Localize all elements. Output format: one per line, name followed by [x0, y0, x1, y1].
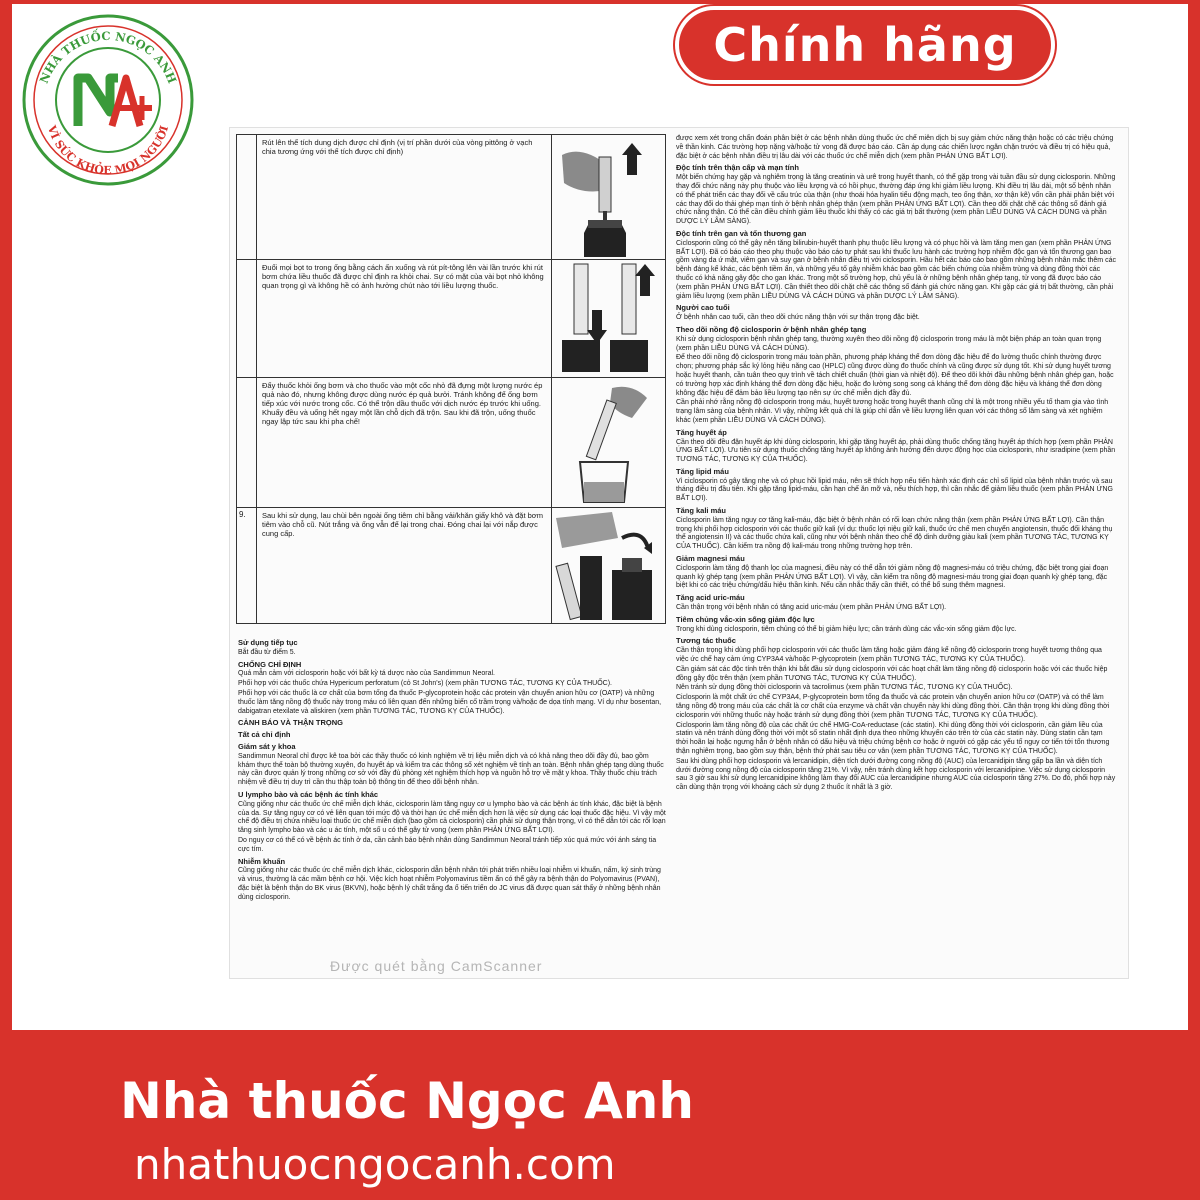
section-paragraph: Ciclosporin cũng có thể gây nên tăng bilirubin-huyết thanh phụ thuộc liều lượng và có phục hồi và làm tăng men gan (xem phần PHẢN ỨNG BẤT LỢI). Đã có báo cáo theo phụ thuộc vào báo cáo tự phát sau khi thuốc lưu hành các trường hợp nhiễm độc gan và tổn thương gan bao gồm vàng da ứ mật, viêm gan và suy gan ở bệnh nhân điều trị với ciclosporin. Hầu hết các báo cáo bao gồm những bệnh nhân mắc thêm các bệnh đáng kể khác, các bệnh tiềm ẩn, và những yếu tố gây nhiễm khác bao gồm các biến chứng của nhiễm trùng và dùng đồng thời các thuốc có khả năng gây độc cho gan khác. Trong một số trường hợp, chủ yếu là ở những bệnh nhân ghép tạng, tử vong đã được báo cáo (xem phần PHẢN ỨNG BẤT LỢI). Cần thiết theo dõi chặt chẽ các thông số đánh giá chức năng gan. Khi gặp các giá trị bất thường, cần phải giảm liều lượng (xem phần LIỀU DÙNG VÀ CÁCH DÙNG và phần DƯỢC LÝ LÂM SÀNG).	[676, 239, 1116, 300]
section-heading: Sử dụng tiếp tục	[238, 638, 298, 647]
scanner-watermark: Được quét bằng CamScanner	[330, 958, 543, 974]
section-paragraph: Vì ciclosporin có gây tăng nhẹ và có phục hồi lipid máu, nên sẽ thích hợp nếu tiến hành xác định các chỉ số lipid của bệnh nhân trước và sau tháng điều trị đầu tiên. Khi gặp tăng lipid-máu, cần hạn chế ăn mỡ và, nếu thích hợp, thì cần nhắc để giảm liều thuốc (xem phần PHẢN ỨNG BẤT LỢI).	[676, 477, 1113, 503]
section-paragraph: Bắt đầu từ điểm 5.	[238, 648, 296, 656]
section-paragraph: được xem xét trong chẩn đoán phân biệt ở các bệnh nhân dùng thuốc ức chế miễn dịch bị suy giảm chức năng thận hoặc có các triệu chứng về thần kinh. Các trường hợp nặng và/hoặc tử vong đã được báo cáo. Cần áp dụng các chiến lược ngăn chặn trước và điều trị có hiệu quả, đặc biệt ở các bệnh nhân điều trị lâu dài với các thuốc ức chế miễn dịch (xem phần PHẢN ỨNG BẤT LỢI).	[676, 135, 1114, 160]
section-paragraph: Cần thận trọng với bệnh nhân có tăng acid uric-máu (xem phần PHẢN ỨNG BẤT LỢI).	[676, 604, 947, 612]
section-paragraph: Ciclosporin làm tăng nguy cơ tăng kali-máu, đặc biệt ở bệnh nhân có rối loạn chức năng thận (xem phần PHẢN ỨNG BẤT LỢI). Cần thận trọng khi phối hợp ciclosporin với các thuốc giữ kali (ví dụ: thuốc lợi niệu giữ kali, thuốc ức chế men chuyển angiotensin, thuốc đối kháng thụ thể angiotensin II) và các thuốc chứa kali, cũng như với bệnh nhân theo chế độ dinh dưỡng giàu kali (xem phần TƯƠNG TÁC, TƯƠNG KỴ CỦA THUỐC). Cần kiểm tra nồng độ kali-máu trong những trường hợp trên.	[676, 516, 1113, 551]
step-number	[237, 135, 257, 259]
right-column	[676, 134, 1116, 964]
section-heading: Người cao tuổi	[676, 303, 730, 313]
footer-banner	[0, 1030, 1200, 1200]
section-heading: Tất cả chỉ định	[238, 730, 291, 740]
instruction-steps-table	[236, 134, 666, 624]
step-number	[237, 378, 257, 507]
frame-top	[0, 0, 1200, 4]
step-text: Đẩy thuốc khỏi ống bơm và cho thuốc vào một cốc nhỏ đã đựng một lượng nước ép quả nào đó, nhưng không được dùng nước ép quả bưởi. Tránh không để ống bơm tiếp xúc với nước trong cốc. Có thể trộn dầu thuốc với dịch nước ép trước khi uống. Khuấy đều và uống hết ngay một lần chỗ dịch đã trộn. Sau khi đã trộn, uống thuốc ngay lập tức sau khi pha chế!	[257, 378, 552, 507]
step-row	[237, 378, 665, 508]
section-paragraph: Trong khi dùng ciclosporin, tiêm chủng có thể bị giảm hiệu lực; cần tránh dùng các vắc-xin sống giảm độc lực.	[676, 625, 1017, 633]
right-body-text	[676, 135, 1116, 793]
step-row	[237, 135, 665, 260]
section-paragraph: Ciclosporin là một chất ức chế CYP3A4, P-glycoprotein bơm tống đa thuốc và các protein vận chuyển anion hữu cơ (OATP) và có thể làm tăng nồng độ trong máu của các chất là cơ chất của enzyme và chất vận chuyển này khi dùng đồng thời. Cần thận trọng khi dùng đồng thời ciclosporin với những thuốc này hoặc tránh sử dụng đồng thời (xem phần TƯƠNG TÁC, TƯƠNG KỴ CỦA THUỐC).	[676, 694, 1110, 719]
section-paragraph: Quá mẫn cảm với ciclosporin hoặc với bất kỳ tá dược nào của Sandimmun Neoral.	[238, 670, 495, 678]
section-paragraph: Sau khi dùng phối hợp ciclosporin và lercanidipin, diện tích dưới đường cong nồng độ (AUC) của lercanidipin tăng gấp ba lần và diện tích dưới đường cong nồng độ của ciclosporin tăng 21%. Vì vậy, nên tránh dùng kết hợp ciclosporin với lercanidipine. Việc sử dụng ciclosporin sau 3 giờ sau khi sử dụng lercanidipine không làm thay đổi AUC của lercanidipine nhưng AUC của ciclosporin tăng 27%. Do đó, phối hợp này cần dùng thận trọng với khoảng cách sử dụng 2 thuốc ít nhất là 3 giờ.	[676, 757, 1116, 792]
section-paragraph: Sandimmun Neoral chỉ được kê toa bởi các thầy thuốc có kinh nghiệm về trị liệu miễn dịch và có khả năng theo dõi đầy đủ, bao gồm khám thực thể toàn bộ thường xuyên, đo huyết áp và kiểm tra các thông số xét nghiệm về tính an toàn. Bệnh nhân ghép tạng dùng thuốc này cần được quản lý trong những cơ sở với đầy đủ phòng xét nghiệm thích hợp và nguồn hỗ trợ về mặt y khoa. Thầy thuốc chịu trách nhiệm về điều trị duy trì cần thu thập toàn bộ thông tin để theo dõi bệnh nhân.	[238, 752, 664, 787]
logo-emblem-icon	[20, 12, 196, 188]
step-text: Rút lên thể tích dung dịch được chỉ định (vị trí phần dưới của vòng pittông ở vạch chia tương ứng với thể tích được chỉ định)	[257, 135, 552, 259]
authentic-badge	[675, 6, 1055, 84]
syringe-bubbles-icon	[552, 260, 665, 378]
section-paragraph: Ciclosporin làm tăng nồng độ của các chất ức chế HMG-CoA-reductase (các statin). Khi dùng đồng thời với ciclosporin, cần giảm liều của statin và nên tránh dùng đồng thời với một số statin nhất định dựa theo những khuyến cáo trên tờ của các statin này. Dùng statin cần tạm thời hoãn lại hoặc ngưng hẳn ở bệnh nhân có dấu hiệu và triệu chứng bệnh cơ hoặc ở người có gặp các yếu tố nguy cơ tiến tới tổn thương thận nghiêm trọng, bao gồm suy thận, bệnh thứ phát sau tiêu cơ vân (xem phần TƯƠNG TÁC, TƯƠNG KỴ CỦA THUỐC).	[676, 721, 1110, 755]
section-paragraph: Cần thận trọng khi dùng phối hợp ciclosporin với các thuốc làm tăng hoặc giảm đáng kể nồng độ ciclosporin trong huyết tương thông qua việc ức chế hay cảm ứng CYP3A4 và/hoặc P-glycoprotein (xem phần TƯƠNG TÁC, TƯƠNG KỴ CỦA THUỐC).	[676, 647, 1102, 664]
section-heading: Tăng acid uric-máu	[676, 593, 745, 603]
section-heading: CẢNH BÁO VÀ THẬN TRỌNG	[238, 718, 343, 728]
left-body-text	[238, 636, 666, 903]
section-heading: Độc tính trên gan và tổn thương gan	[676, 228, 807, 238]
section-heading: CHỐNG CHỈ ĐỊNH	[238, 659, 302, 669]
step-row	[237, 508, 665, 623]
section-heading: Tăng lipid máu	[676, 466, 729, 476]
section-heading: Tương tác thuốc	[676, 636, 736, 646]
section-paragraph: Ciclosporin làm tăng độ thanh lọc của magnesi, điều này có thể dẫn tới giảm nồng độ magnesi-máu có triệu chứng, đặc biệt trong giai đoạn quanh kỳ ghép tạng (xem phần PHẢN ỨNG BẤT LỢI). Vì vậy, cần kiểm tra nồng độ magnesi-máu trong giai đoạn quanh kỳ ghép tạng, đặc biệt khi có các triệu chứng/dấu hiệu thần kinh. Nếu cần nhắc thấy cần thiết, có thể bổ sung thêm magnesi.	[676, 564, 1109, 590]
section-heading: Tiêm chủng vắc-xin sống giảm độc lực	[676, 614, 815, 624]
section-paragraph: Để theo dõi nồng độ ciclosporin trong máu toàn phần, phương pháp kháng thể đơn dòng đặc hiệu để đo lường thuốc chính thường được chọn; phương pháp sắc ký lỏng hiệu năng cao (HPLC) cũng được dùng đo thuốc chính và cũng được sử dụng tốt. Khi sử dụng huyết tương hoặc huyết thanh, cần tuân theo quy trình về tách chiết chuẩn (thời gian và nhiệt độ). Để theo dõi khởi đầu những bệnh nhân ghép gan, hoặc có trường hợp xác định kháng thể đơn dòng đặc hiệu, hoặc đo lường song song cả kháng thể đơn dòng đặc hiệu và kháng thể đơn dòng không đặc hiệu để đảm bảo liều lượng tạo nên sự ức chế miễn dịch đầy đủ.	[676, 354, 1114, 397]
section-heading: Tăng huyết áp	[676, 427, 727, 437]
store-name: Nhà thuốc Ngọc Anh	[120, 1072, 694, 1130]
section-heading: Giám sát y khoa	[238, 741, 296, 751]
step-row	[237, 260, 665, 378]
section-paragraph: Khi sử dụng ciclosporin bệnh nhân ghép tạng, thường xuyên theo dõi nồng độ ciclosporin trong máu là một biện pháp an toàn quan trọng (xem phần LIỀU DÙNG VÀ CÁCH DÙNG).	[676, 335, 1102, 352]
section-paragraph: Cần giám sát các độc tính trên thận khi bắt đầu sử dụng ciclosporin với các hoạt chất làm tăng nồng độ ciclosporin hoặc với các thuốc hiệp đồng gây độc trên thận (xem phần TƯƠNG TÁC, TƯƠNG KỴ CỦA THUỐC).	[676, 665, 1108, 682]
step-number	[237, 260, 257, 377]
syringe-draw-icon	[552, 135, 665, 260]
syringe-bubbles-illustration	[552, 260, 665, 377]
badge-label: Chính hãng	[713, 18, 1017, 72]
step-number: 9.	[237, 508, 257, 623]
mix-in-cup-illustration	[552, 378, 665, 507]
frame-left	[0, 0, 12, 1030]
section-paragraph: Cần phải nhớ rằng nồng độ ciclosporin trong máu, huyết tương hoặc trong huyết thanh cũng chỉ là một trong nhiều yếu tố tham gia vào tình trạng lâm sàng của bệnh nhân. Vì vậy, những kết quả chỉ là giúp chỉ dẫn về liều lượng liên quan với các thông số lâm sàng và xét nghiệm khác (xem phần LIỀU DÙNG VÀ CÁCH DÙNG).	[676, 399, 1109, 424]
section-heading: Theo dõi nồng độ ciclosporin ở bệnh nhân ghép tạng	[676, 324, 867, 334]
section-paragraph: Cần theo dõi đều đặn huyết áp khi dùng ciclosporin, khi gặp tăng huyết áp, phải dùng thuốc chống tăng huyết áp thích hợp (xem phần PHẢN ỨNG BẤT LỢI). Ưu tiên sử dụng thuốc chống tăng huyết áp không ảnh hưởng đến dược động học của ciclosporin, như isradipine (xem phần TƯƠNG TÁC, TƯƠNG KỴ CỦA THUỐC).	[676, 438, 1116, 464]
leaflet-scan	[230, 128, 1128, 978]
clean-and-store-illustration	[552, 508, 665, 623]
mix-in-cup-icon	[552, 378, 665, 508]
frame-right	[1188, 0, 1200, 1030]
pharmacy-logo	[20, 12, 196, 188]
left-column	[230, 128, 666, 978]
section-paragraph: Ở bệnh nhân cao tuổi, cần theo dõi chức năng thận với sự thận trọng đặc biệt.	[676, 314, 920, 322]
svg-text:NHÀ THUỐC NGỌC ANH: NHÀ THUỐC NGỌC ANH	[36, 28, 180, 86]
svg-text:VÌ SỨC KHỎE MỌI NGƯỜI: VÌ SỨC KHỎE MỌI NGƯỜI	[44, 123, 172, 178]
section-paragraph: Do nguy cơ có thể có về bệnh ác tính ở da, cần cảnh báo bệnh nhân dùng Sandimmun Neoral tránh tiếp xúc quá mức với ánh sáng tia cực tím.	[238, 836, 657, 853]
section-paragraph: Phối hợp với các thuốc là cơ chất của bơm tống đa thuốc P-glycoprotein hoặc các protein vận chuyển anion hữu cơ (OATP) và những thuốc làm tăng nồng độ thuốc này trong máu có liên quan đến những biến cố trầm trọng và/hoặc đe dọa tính mạng. Ví dụ như bosentan, dabigatran etexilate và aliskiren (xem phần TƯƠNG TÁC, TƯƠNG KỴ CỦA THUỐC).	[238, 689, 662, 715]
section-heading: U lympho bào và các bệnh ác tính khác	[238, 789, 379, 799]
section-heading: Giảm magnesi máu	[676, 554, 745, 564]
syringe-draw-illustration	[552, 135, 665, 259]
website-url: nhathuocngocanh.com	[134, 1140, 616, 1189]
section-paragraph: Một biến chứng hay gặp và nghiêm trọng là tăng creatinin và urê trong huyết thanh, có thể gặp trong vài tuần đầu sử dụng ciclosporin. Những thay đổi chức năng này phụ thuộc vào liều lượng và có hồi phục, thường đáp ứng khi giảm liều lượng. Khi điều trị lâu dài, một số bệnh nhân có thể phát triển các thay đổi về cấu trúc của thận (như thoái hóa hyalin tiểu động mạch, teo ống thận, xơ thận kẽ) vốn cần phải phân biệt với các thay đổi do thải ghép mạn tính ở bệnh nhân ghép thận (xem phần PHẢN ỨNG BẤT LỢI). Cần theo dõi chặt chẽ các thông số đánh giá chức năng thận. Có thể cần điều chỉnh giảm liều thuốc khi thấy có các giá trị bất thường (xem phần LIỀU DÙNG VÀ CÁCH DÙNG và phần DƯỢC LÝ LÂM SÀNG).	[676, 174, 1116, 226]
step-text: Đuổi mọi bọt to trong ống bằng cách ấn xuống và rút pít-tông lên vài lần trước khi rút bơm chứa liều thuốc đã được chỉ định ra khỏi chai. Sự có mặt của vài bọt nhỏ không quan trọng gì và không hề có ảnh hưởng chút nào tới liều lượng thuốc.	[257, 260, 552, 377]
step-text: Sau khi sử dụng, lau chùi bên ngoài ống tiêm chỉ bằng vải/khăn giấy khô và đặt bơm tiêm vào chỗ cũ. Nút trắng và ống vẫn để lại trong chai. Đóng chai lại với nắp được cung cấp.	[257, 508, 552, 623]
section-heading: Tăng kali máu	[676, 506, 727, 516]
section-paragraph: Nên tránh sử dụng đồng thời ciclosporin và tacrolimus (xem phần TƯƠNG TÁC, TƯƠNG KỴ CỦA THUỐC).	[676, 684, 1013, 692]
clean-and-store-icon	[552, 508, 665, 623]
section-paragraph: Cũng giống như các thuốc ức chế miễn dịch khác, ciclosporin dẫn bệnh nhân tới phát triển nhiều loại nhiễm vi khuẩn, nấm, ký sinh trùng và virus, thường là các mầm bệnh cơ hội. Việc kích hoạt nhiễm Polyomavirus tiềm ẩn có thể gây ra bệnh thận do Polyomavirus (PVAN), đặc biệt là bệnh thận do BK virus (BKVN), hoặc bệnh lý chất trắng đa ổ tiến triển do JC virus đã được quan sát thấy ở những bệnh nhân dùng ciclosporin.	[238, 867, 661, 901]
section-paragraph: Cũng giống như các thuốc ức chế miễn dịch khác, ciclosporin làm tăng nguy cơ u lympho bào và các bệnh ác tính khác, đặc biệt là bệnh của da. Sự tăng nguy cơ có vẻ liên quan tới mức độ và thời hạn ức chế miễn dịch hơn là việc sử dụng các loại thuốc đặc hiệu. Vì vậy một chế độ điều trị chứa nhiều loại thuốc ức chế miễn dịch (bao gồm cả ciclosporin) cần phải sử dụng thận trọng, vì có thể dẫn tới các rối loạn tăng sinh lympho bào và các u ác tính, một số u có thể gây tử vong (xem phần PHẢN ỨNG BẤT LỢI).	[238, 800, 666, 835]
section-heading: Nhiễm khuẩn	[238, 856, 286, 866]
section-paragraph: Phối hợp với các thuốc chứa Hypericum perforatum (cỏ St John's) (xem phần TƯƠNG TÁC, TƯƠNG KỴ CỦA THUỐC).	[238, 680, 612, 688]
section-heading: Độc tính trên thận cấp và mạn tính	[676, 163, 799, 173]
